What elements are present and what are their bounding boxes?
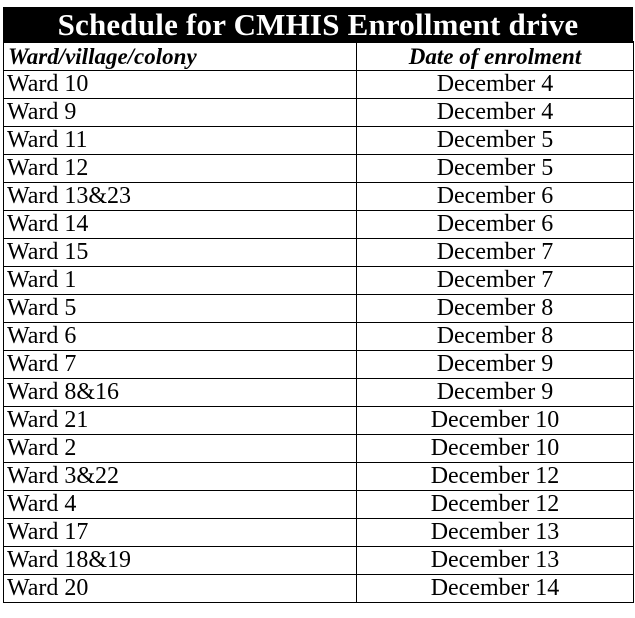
table-row — [4, 491, 634, 519]
table-row — [4, 71, 634, 99]
table-row — [4, 323, 634, 351]
ward-cell: Ward 8&16 — [4, 379, 357, 407]
date-cell: December 7 — [357, 239, 634, 267]
date-cell: December 4 — [357, 71, 634, 99]
date-cell: December 9 — [357, 351, 634, 379]
date-cell: December 9 — [357, 379, 634, 407]
date-cell: December 6 — [357, 183, 634, 211]
date-cell: December 10 — [357, 435, 634, 463]
table-row — [4, 407, 634, 435]
table-row — [4, 351, 634, 379]
date-cell: December 7 — [357, 267, 634, 295]
table-row — [4, 267, 634, 295]
column-header-date: Date of enrolment — [357, 42, 634, 71]
ward-cell: Ward 2 — [4, 435, 357, 463]
date-cell: December 13 — [357, 519, 634, 547]
ward-cell: Ward 15 — [4, 239, 357, 267]
date-cell: December 14 — [357, 575, 634, 603]
table-row — [4, 155, 634, 183]
schedule-rows — [4, 71, 634, 603]
table-row — [4, 575, 634, 603]
ward-cell: Ward 4 — [4, 491, 357, 519]
date-cell: December 13 — [357, 547, 634, 575]
ward-cell: Ward 5 — [4, 295, 357, 323]
schedule-title: Schedule for CMHIS Enrollment drive — [3, 7, 633, 41]
ward-cell: Ward 13&23 — [4, 183, 357, 211]
ward-cell: Ward 3&22 — [4, 463, 357, 491]
date-cell: December 12 — [357, 491, 634, 519]
table-row — [4, 211, 634, 239]
date-cell: December 6 — [357, 211, 634, 239]
date-cell: December 10 — [357, 407, 634, 435]
table-row — [4, 127, 634, 155]
ward-cell: Ward 21 — [4, 407, 357, 435]
date-cell: December 12 — [357, 463, 634, 491]
ward-cell: Ward 12 — [4, 155, 357, 183]
schedule-table — [3, 41, 634, 603]
ward-cell: Ward 7 — [4, 351, 357, 379]
date-cell: December 5 — [357, 127, 634, 155]
table-row — [4, 435, 634, 463]
table-row — [4, 183, 634, 211]
ward-cell: Ward 20 — [4, 575, 357, 603]
table-row — [4, 379, 634, 407]
date-cell: December 8 — [357, 295, 634, 323]
date-cell: December 8 — [357, 323, 634, 351]
ward-cell: Ward 6 — [4, 323, 357, 351]
ward-cell: Ward 9 — [4, 99, 357, 127]
ward-cell: Ward 1 — [4, 267, 357, 295]
table-row — [4, 519, 634, 547]
ward-cell: Ward 14 — [4, 211, 357, 239]
date-cell: December 5 — [357, 155, 634, 183]
column-header-ward: Ward/village/colony — [4, 42, 357, 71]
table-row — [4, 295, 634, 323]
table-row — [4, 463, 634, 491]
header-row — [4, 42, 634, 71]
schedule-sheet — [3, 7, 633, 605]
table-row — [4, 239, 634, 267]
table-row — [4, 547, 634, 575]
table-row — [4, 99, 634, 127]
date-cell: December 4 — [357, 99, 634, 127]
ward-cell: Ward 11 — [4, 127, 357, 155]
ward-cell: Ward 17 — [4, 519, 357, 547]
ward-cell: Ward 10 — [4, 71, 357, 99]
ward-cell: Ward 18&19 — [4, 547, 357, 575]
